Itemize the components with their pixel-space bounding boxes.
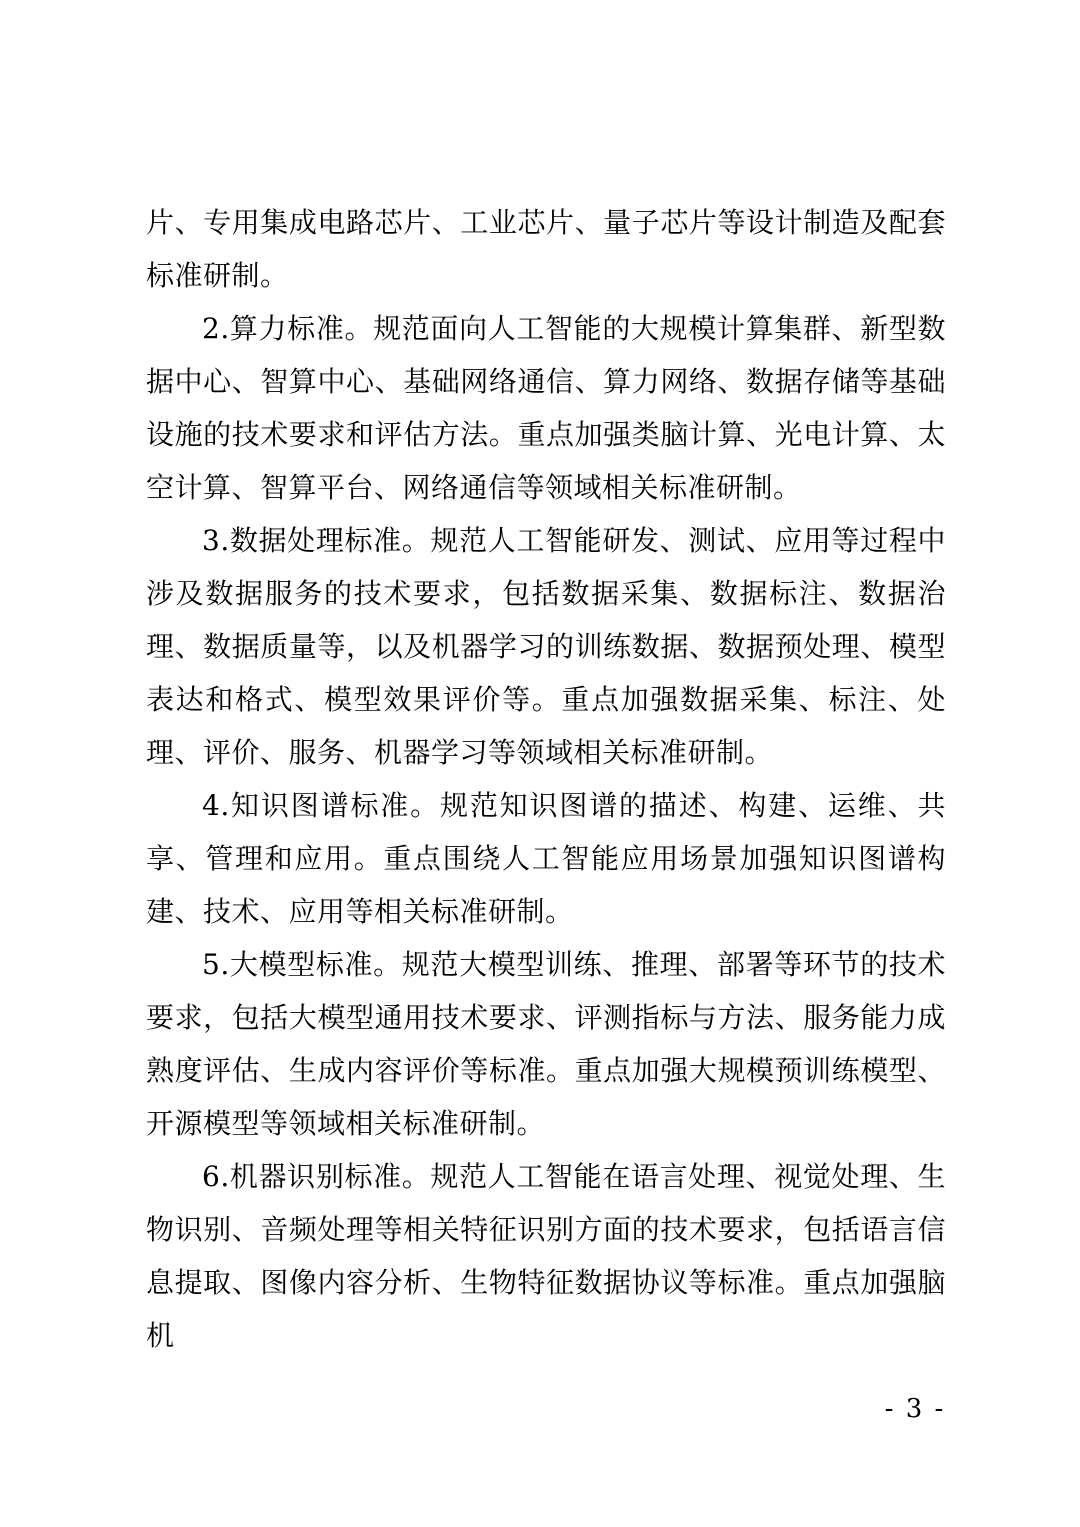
paragraph-machine-recognition-standards: 6.机器识别标准。规范人工智能在语言处理、视觉处理、生物识别、音频处理等相关特征识别方面的技术要求，包括语言信息提取、图像内容分析、生物特征数据协议等标准。重点加强脑机 [146, 1160, 946, 1352]
paragraph-knowledge-graph-standards: 4.知识图谱标准。规范知识图谱的描述、构建、运维、共享、管理和应用。重点围绕人工智能应用场景加强知识图谱构建、技术、应用等相关标准研制。 [146, 789, 946, 928]
paragraph-large-model-standards: 5.大模型标准。规范大模型训练、推理、部署等环节的技术要求，包括大模型通用技术要求、评测指标与方法、服务能力成熟度评估、生成内容评价等标准。重点加强大规模预训练模型、开源模型等领域相关标准研制。 [146, 948, 946, 1140]
paragraph-data-processing-standards: 3.数据处理标准。规范人工智能研发、测试、应用等过程中涉及数据服务的技术要求，包括数据采集、数据标注、数据治理、数据质量等，以及机器学习的训练数据、数据预处理、模型表达和格式、模型效果评价等。重点加强数据采集、标注、处理、评价、服务、机器学习等领域相关标准研制。 [146, 524, 946, 769]
page-number: - 3 - [884, 1394, 946, 1424]
body-text [146, 196, 946, 1362]
paragraph-compute-standards: 2.算力标准。规范面向人工智能的大规模计算集群、新型数据中心、智算中心、基础网络通信、算力网络、数据存储等基础设施的技术要求和评估方法。重点加强类脑计算、光电计算、太空计算、智算平台、网络通信等领域相关标准研制。 [146, 312, 946, 504]
paragraph-continuation: 片、专用集成电路芯片、工业芯片、量子芯片等设计制造及配套标准研制。 [146, 206, 946, 292]
